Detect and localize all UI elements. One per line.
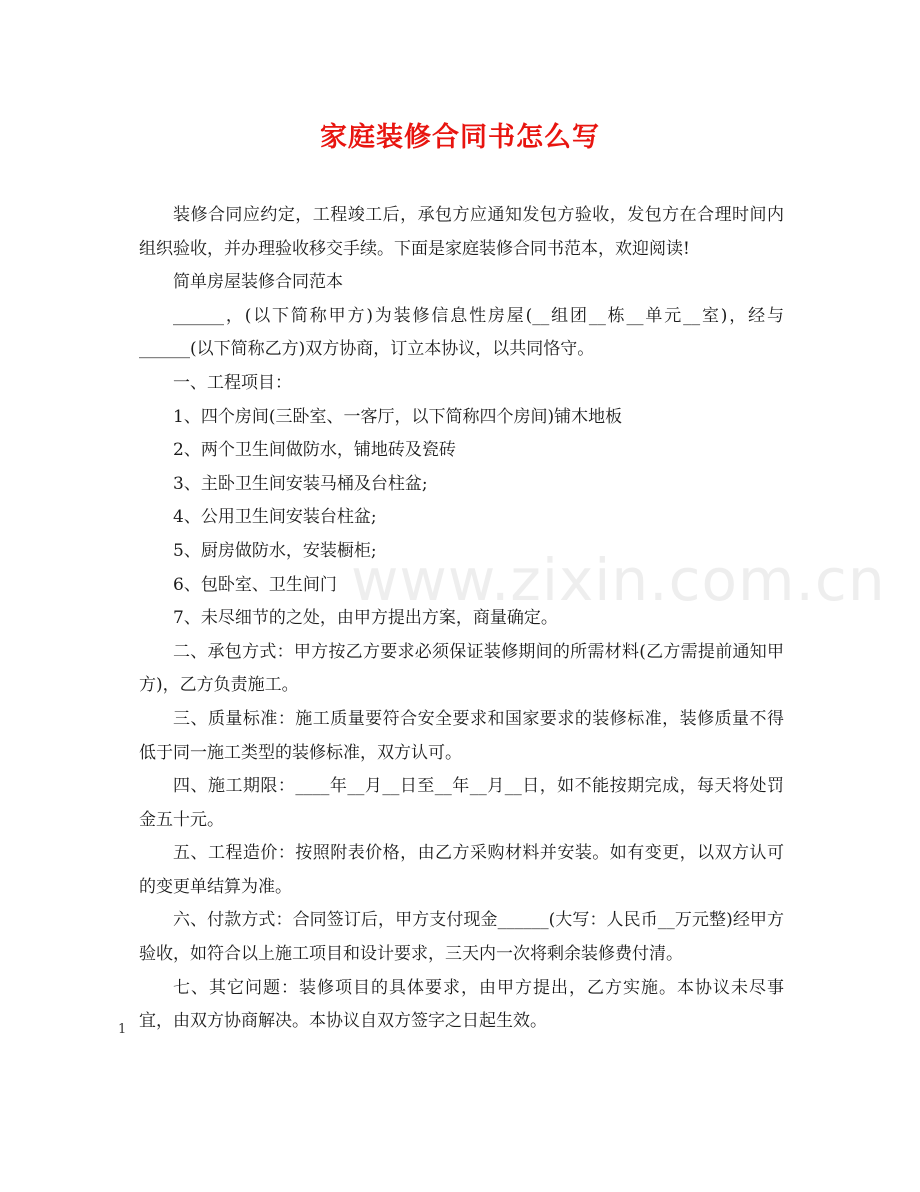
section-heading: 简单房屋装修合同范本 xyxy=(173,272,343,293)
watermark-text: www.zixin.com.cn xyxy=(351,546,886,614)
document-body xyxy=(139,199,784,1039)
clause-paragraph: 五、工程造价：按照附表价格，由乙方采购材料并安装。如有变更，以双方认可的变更单结算为准。 xyxy=(139,843,784,897)
project-item: 1、四个房间(三卧室、一客厅，以下简称四个房间)铺木地板 xyxy=(173,406,623,427)
clause-paragraph: 六、付款方式：合同签订后，甲方支付现金______(大写：人民币__万元整)经甲方验收，如符合以上施工项目和设计要求，三天内一次将剩余装修费付清。 xyxy=(139,910,784,965)
clause-paragraph: 四、施工期限：____年__月__日至__年__月__日，如不能按期完成，每天将处罚金五十元。 xyxy=(139,776,784,830)
project-item: 5、厨房做防水，安装橱柜; xyxy=(173,540,377,561)
document-title: 家庭装修合同书怎么写 xyxy=(320,122,600,153)
project-item: 7、未尽细节的之处，由甲方提出方案，商量确定。 xyxy=(173,608,558,629)
project-item: 2、两个卫生间做防水，铺地砖及瓷砖 xyxy=(173,440,456,461)
project-item: 4、公用卫生间安装台柱盆; xyxy=(173,507,377,528)
clause-paragraph: 三、质量标准：施工质量要符合安全要求和国家要求的装修标准，装修质量不得低于同一施工类型的装修标准，双方认可。 xyxy=(139,708,784,763)
clause-paragraph: 二、承包方式：甲方按乙方要求必须保证装修期间的所需材料(乙方需提前通知甲方)，乙方负责施工。 xyxy=(139,641,784,696)
parties-paragraph: ______，(以下简称甲方)为装修信息性房屋(__组团__栋__单元__室)，经与______(以下简称乙方)双方协商，订立本协议，以共同恪守。 xyxy=(139,305,784,360)
intro-paragraph: 装修合同应约定，工程竣工后，承包方应通知发包方验收，发包方在合理时间内组织验收，并办理验收移交手续。下面是家庭装修合同书范本，欢迎阅读! xyxy=(139,205,784,259)
page-number: 1 xyxy=(118,1022,127,1037)
project-item: 3、主卧卫生间安装马桶及台柱盆; xyxy=(173,473,428,494)
project-item: 6、包卧室、卫生间门 xyxy=(173,574,337,595)
clause-paragraph: 七、其它问题：装修项目的具体要求，由甲方提出，乙方实施。本协议未尽事宜，由双方协商解决。本协议自双方签字之日起生效。 xyxy=(139,977,784,1032)
clause-heading: 一、工程项目： xyxy=(173,372,292,393)
